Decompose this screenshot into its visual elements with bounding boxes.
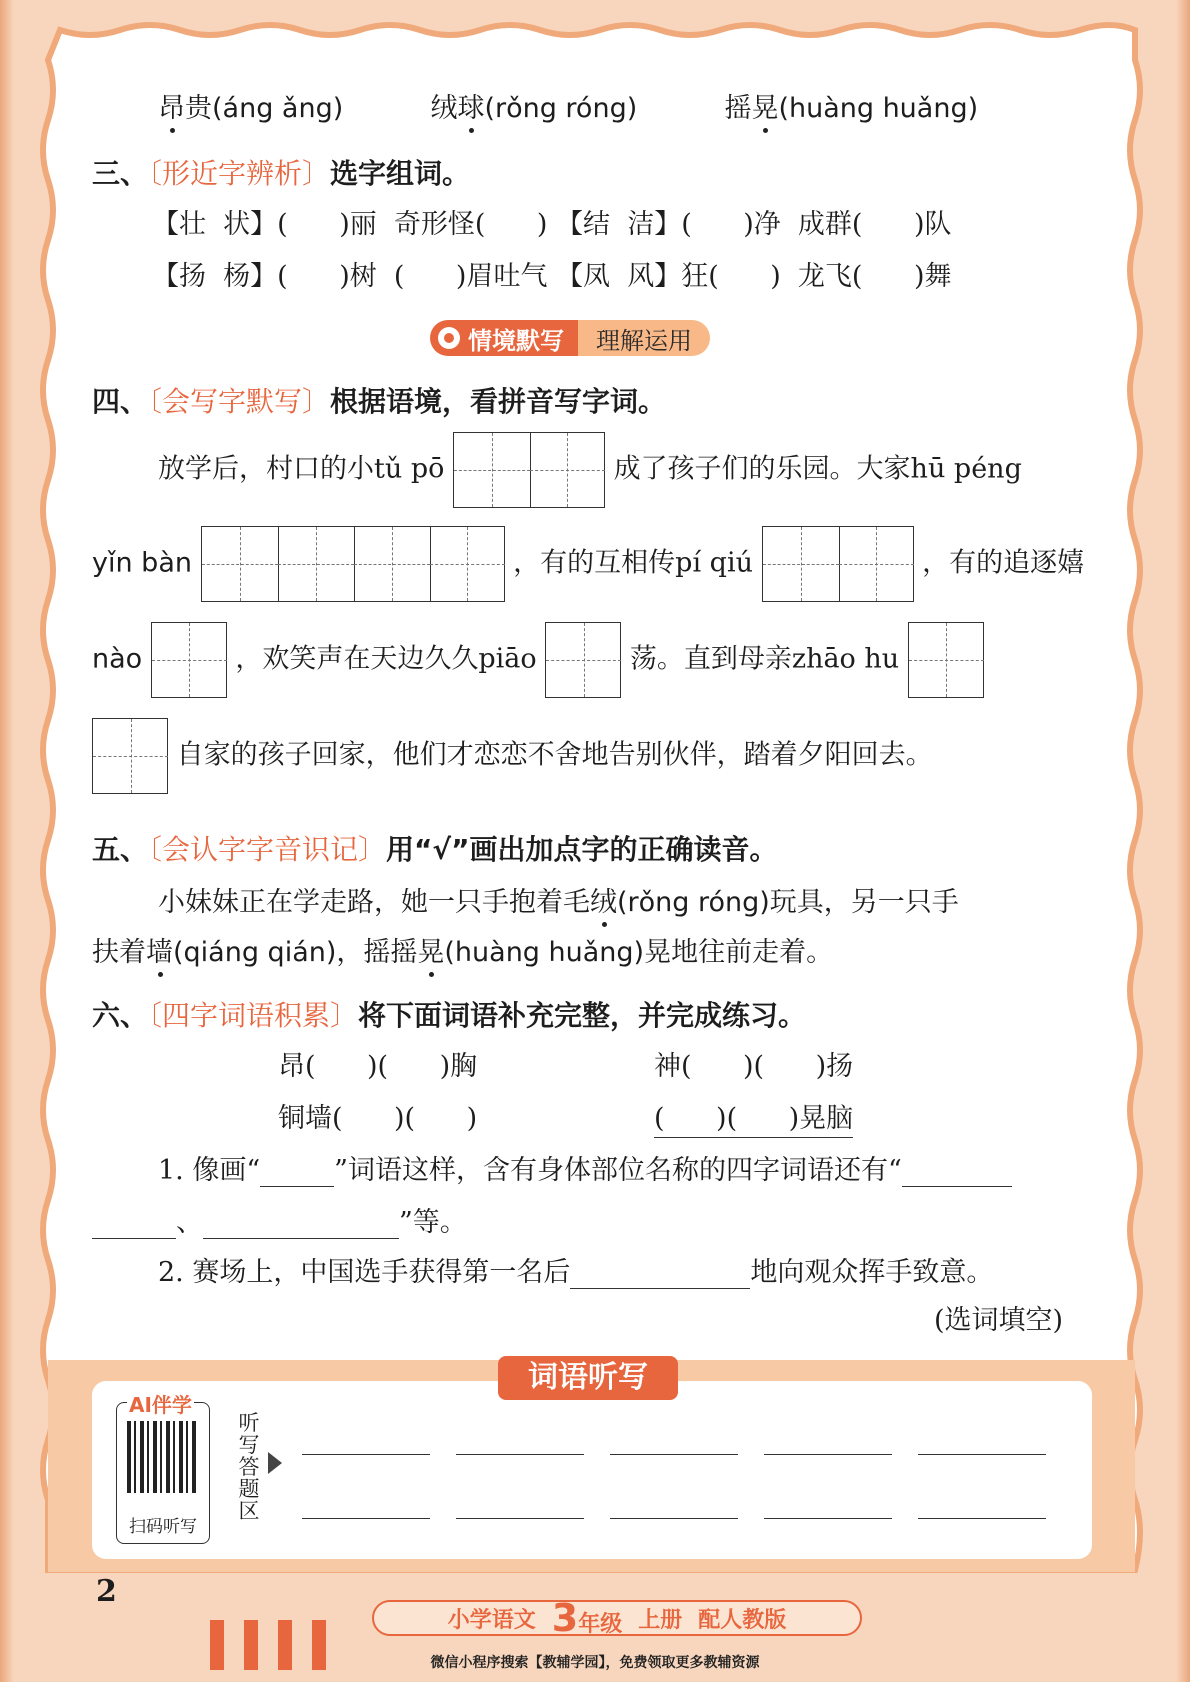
p1-text-a: 放学后，村口的小tǔ pō	[158, 453, 445, 485]
p3-text-a: nào	[92, 643, 143, 675]
q1-blank-4[interactable]	[203, 1208, 399, 1239]
p2-text-a: yǐn bàn	[92, 547, 192, 579]
section4-para2	[92, 526, 1084, 602]
subject-label: 小学语文	[447, 1607, 536, 1633]
section4-para4	[92, 718, 933, 794]
s5-l1-text-b[interactable]: (rǒng róng)玩具，另一只手	[617, 887, 959, 918]
section5-title: 用“√”画出加点字的正确读音。	[386, 833, 778, 866]
write-grid-zhaohu-2[interactable]	[92, 718, 168, 794]
footer-note: 微信小程序搜索【教辅学园】，免费领取更多教辅资源	[430, 1655, 760, 1671]
item1-rest: 贵	[185, 93, 212, 124]
section5-number: 五、	[92, 833, 149, 866]
s5-l2-text-b[interactable]: (qiáng qián)，摇摇	[173, 937, 418, 968]
q2-blank[interactable]	[570, 1258, 750, 1289]
qr-code-icon	[127, 1421, 199, 1493]
answer-line[interactable]	[456, 1518, 584, 1519]
q1-blank-2[interactable]	[902, 1156, 1012, 1187]
scan-label: 扫码听写	[129, 1517, 197, 1537]
q2-text-a: 2. 赛场上，中国选手获得第一名后	[158, 1257, 571, 1288]
question-1-cont	[92, 1200, 467, 1239]
section6-title: 将下面词语补充完整，并完成练习。	[358, 999, 807, 1032]
banner-right-label: 理解运用	[578, 320, 710, 356]
q1-text-d: ”等。	[399, 1207, 467, 1238]
section6-tag: 〔四字词语积累〕	[148, 999, 359, 1032]
item3-char-a: 摇	[724, 93, 752, 124]
write-grid-zhaohu-1[interactable]	[908, 622, 984, 698]
idiom-2[interactable]: 神( )( )扬	[654, 1051, 854, 1082]
ai-label: AI伴学	[127, 1389, 194, 1418]
s5-l1-dot-char: 绒	[590, 887, 617, 918]
section3-line2[interactable]: 【扬 杨】( )树 ( )眉吐气 【凤 风】狂( ) 龙飞( )舞	[152, 261, 952, 292]
answer-area-label: 听写答题区	[238, 1411, 260, 1523]
section4-tag: 〔会写字默写〕	[148, 385, 331, 418]
section3-title: 选字组词。	[330, 157, 471, 190]
answer-line[interactable]	[456, 1454, 584, 1455]
play-arrow-icon	[268, 1452, 282, 1474]
p4-text: 自家的孩子回家，他们才恋恋不舍地告别伙伴，踏着夕阳回去。	[176, 739, 933, 771]
item1-char: 昂	[158, 93, 185, 124]
write-grid-nao[interactable]	[151, 622, 227, 698]
grade-word: 年级	[578, 1612, 623, 1637]
q1-text-b: ”词语这样，含有身体部位名称的四字词语还有“	[334, 1155, 902, 1186]
write-grid-piao[interactable]	[545, 622, 621, 698]
answer-line[interactable]	[764, 1454, 892, 1455]
idiom-4-underlined[interactable]: ( )( )晃脑	[654, 1096, 853, 1138]
p3-text-b: ，欢笑声在天边久久piāo	[235, 643, 537, 675]
section4-title: 根据语境，看拼音写字词。	[330, 385, 667, 418]
answer-line[interactable]	[610, 1454, 738, 1455]
item2-pinyin: (rǒng róng)	[484, 93, 638, 124]
section3-heading	[92, 152, 470, 192]
question-2	[158, 1250, 993, 1289]
q1-text-c: 、	[176, 1207, 203, 1238]
dictation-title: 词语听写	[498, 1356, 678, 1400]
section3-number: 三、	[92, 157, 149, 190]
s5-l2-text-c[interactable]: (huàng huǎng)晃地往前走着。	[444, 937, 834, 968]
section-banner	[430, 320, 710, 356]
answer-line[interactable]	[918, 1454, 1046, 1455]
item3-dot-char: 晃	[751, 93, 779, 124]
answer-line[interactable]	[302, 1454, 430, 1455]
answer-line[interactable]	[764, 1518, 892, 1519]
section5-heading	[92, 828, 778, 868]
q1-blank-3[interactable]	[92, 1208, 176, 1239]
banner-left	[430, 320, 578, 356]
item2-char-a: 绒	[430, 93, 458, 124]
section5-tag: 〔会认字字音识记〕	[148, 833, 387, 866]
idiom-1[interactable]: 昂( )( )胸	[278, 1051, 478, 1082]
section3-tag: 〔形近字辨析〕	[148, 157, 331, 190]
write-grid-tupo[interactable]	[453, 432, 605, 508]
idiom-3[interactable]: 铜墙( )( )	[278, 1103, 478, 1134]
section6-number: 六、	[92, 999, 149, 1032]
p1-text-b: 成了孩子们的乐园。大家hū péng	[613, 453, 1022, 485]
grade-number: 3	[551, 1596, 579, 1640]
q1-blank-1[interactable]	[260, 1156, 334, 1187]
section5-line1	[158, 880, 959, 919]
s5-l2-dot-char: 墙	[146, 937, 173, 968]
q2-text-b: 地向观众挥手致意。	[750, 1257, 994, 1288]
volume-label: 上册	[638, 1607, 683, 1633]
s5-l1-text-a: 小妹妹正在学走路，她一只手抱着毛	[158, 887, 590, 918]
s5-l2-dot-char-2: 晃	[417, 937, 445, 968]
page-number: 2	[96, 1574, 117, 1609]
write-grid-piqiu[interactable]	[762, 526, 914, 602]
answer-line[interactable]	[610, 1518, 738, 1519]
p2-text-c: ，有的追逐嬉	[922, 547, 1085, 579]
section4-number: 四、	[92, 385, 149, 418]
row1-items	[158, 86, 978, 125]
write-grid-hupeng-yinban[interactable]	[201, 526, 505, 602]
question-1	[158, 1148, 1012, 1187]
answer-line[interactable]	[302, 1518, 430, 1519]
medal-icon	[438, 327, 460, 349]
item3-pinyin: (huàng huǎng)	[778, 93, 979, 124]
p3-text-c: 荡。直到母亲zhāo hu	[629, 643, 900, 675]
q1-text-a: 1. 像画“	[158, 1155, 261, 1186]
book-info-pill	[372, 1596, 862, 1640]
item1-pinyin: (áng ǎng)	[212, 93, 344, 124]
banner-left-label: 情境默写	[468, 326, 564, 355]
qr-card[interactable]	[116, 1393, 210, 1544]
section4-heading	[92, 380, 666, 420]
section4-para1	[158, 432, 1022, 508]
edition-label: 配人教版	[698, 1607, 787, 1633]
answer-line[interactable]	[918, 1518, 1046, 1519]
section6-heading	[92, 994, 806, 1034]
q2-note: (选词填空)	[934, 1305, 1064, 1336]
item2-dot-char: 球	[457, 93, 485, 124]
section4-para3	[92, 622, 984, 698]
s5-l2-text-a: 扶着	[92, 937, 146, 968]
section3-line1[interactable]: 【壮 状】( )丽 奇形怪( ) 【结 洁】( )净 成群( )队	[152, 209, 952, 240]
section5-line2	[92, 930, 833, 969]
p2-text-b: ，有的互相传pí qiú	[513, 547, 753, 579]
